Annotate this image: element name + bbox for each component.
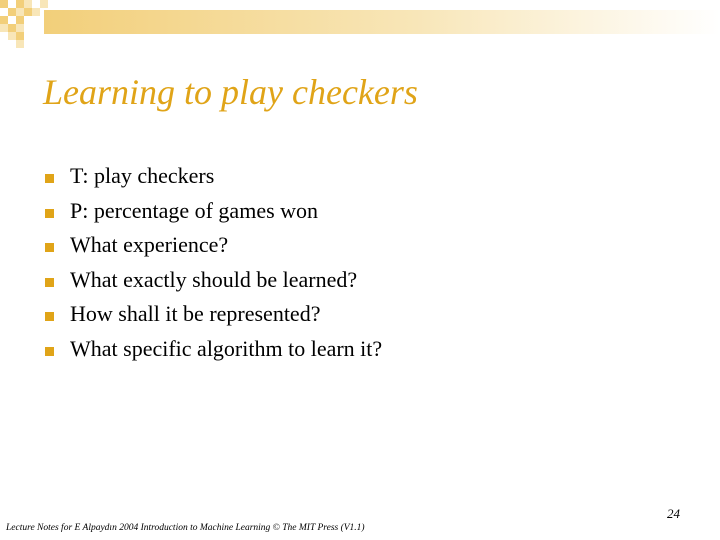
slide-title: Learning to play checkers <box>43 72 418 112</box>
bullet-text: T: play checkers <box>70 163 215 188</box>
square-bullet-icon <box>45 209 54 218</box>
square-bullet-icon <box>45 312 54 321</box>
square-bullet-icon <box>45 347 54 356</box>
bullet-text: What specific algorithm to learn it? <box>70 335 383 361</box>
page-number: 24 <box>667 506 680 521</box>
footer-citation: Lecture Notes for E Alpaydın 2004 Introduction to Machine Learning © The MIT Press (V1.1) <box>6 523 365 533</box>
bullet-text: P: percentage of games won <box>70 197 319 223</box>
bullet-text: What experience? <box>70 232 229 257</box>
square-bullet-icon <box>45 278 54 287</box>
bullet-text: How shall it be represented? <box>70 301 321 326</box>
bullet-text: What exactly should be learned? <box>70 266 358 292</box>
square-bullet-icon <box>45 243 54 252</box>
header-decoration <box>0 0 720 50</box>
header-gradient-bar <box>44 10 720 34</box>
square-bullet-icon <box>45 174 54 183</box>
checker-corner-decoration <box>0 0 48 48</box>
